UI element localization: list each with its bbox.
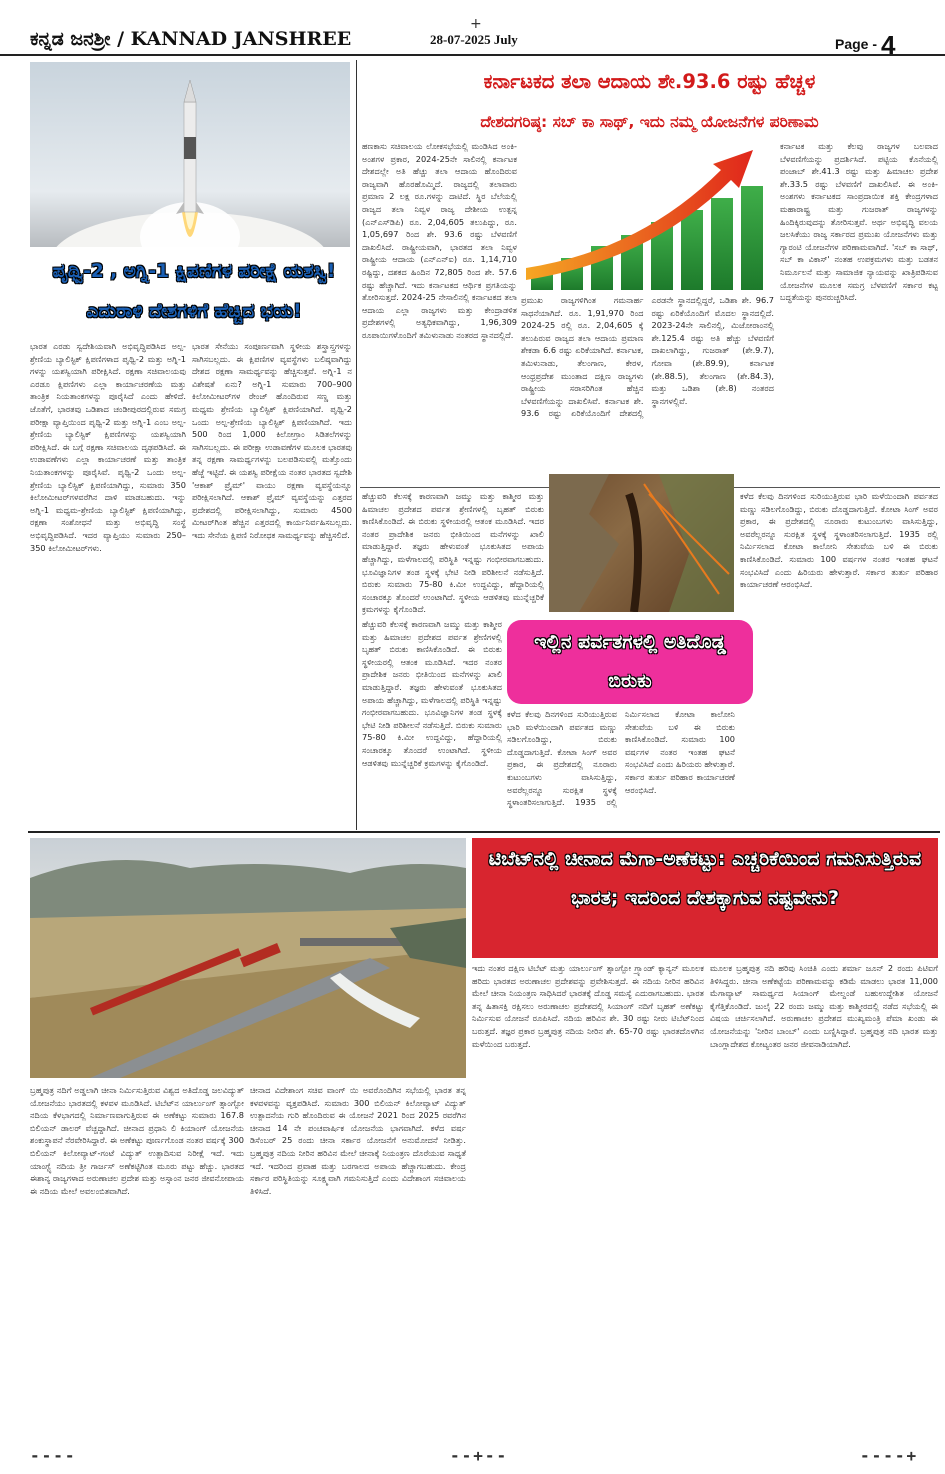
article4-column-1: ಬ್ರಹ್ಮಪುತ್ರ ನದಿಗೆ ಅಡ್ಡಲಾಗಿ ಚೀನಾ ನಿರ್ಮಿಸುತ್ತಿರುವ ವಿಶ್ವದ ಅತಿದೊಡ್ಡ ಜಲವಿದ್ಯುತ್ ಯೋಜನೆಯು ಭಾರತದಲ್ಲಿ ಕಳವಳ ಮೂಡಿಸಿದೆ. ಟಿಬೆಟ್‌ನ ಯಾರ್ಲುಂಗ್ ತ್ಸಾಂಗ್ಪೋ ನದಿಯ ಕೆಳಭಾಗದಲ್ಲಿ ನಿರ್ಮಾಣವಾಗುತ್ತಿರುವ ಈ ಅಣೆಕಟ್ಟು ಸುಮಾರು 167.8 ಬಿಲಿಯನ್ ಡಾಲರ್ ವೆಚ್ಚದ್ದಾಗಿದೆ. ಚೀನಾದ ಪ್ರಧಾನಿ ಲಿ ಕಿಯಾಂಗ್ ಯೋಜನೆಯ ಶಂಕುಸ್ಥಾಪನೆ ನೆರವೇರಿಸಿದ್ದಾರೆ. ಈ ಅಣೆಕಟ್ಟು ಪೂರ್ಣಗೊಂಡ ನಂತರ ವರ್ಷಕ್ಕೆ 300 ಬಿಲಿಯನ್ ಕಿಲೋವ್ಯಾಟ್-ಗಂಟೆ ವಿದ್ಯುತ್ ಉತ್ಪಾದಿಸುವ ನಿರೀಕ್ಷೆ ಇದೆ. ಇದು ಯಾಂಗ್ಟ್ಸೆ ನದಿಯ ತ್ರೀ ಗಾರ್ಜಸ್ ಅಣೆಕಟ್ಟಿಗಿಂತ ಮೂರು ಪಟ್ಟು ಹೆಚ್ಚು. ಭಾರತದ ಈಶಾನ್ಯ ರಾಜ್ಯಗಳಾದ ಅರುಣಾಚಲ ಪ್ರದೇಶ ಮತ್ತು ಅಸ್ಸಾಂನ ಜನರ ಜೀವನೋಪಾಯ ಈ ನದಿಯ ಮೇಲೆ ಅವಲಂಬಿತವಾಗಿದೆ. — [30, 1085, 244, 1196]
article3-column-1 — [362, 618, 502, 828]
footer-center-mark: --+-- — [450, 1446, 509, 1465]
growth-arrow-icon — [521, 140, 774, 290]
article2-column-1: ಹಣಕಾಸು ಸಚಿವಾಲಯ ಲೋಕಸಭೆಯಲ್ಲಿ ಮಂಡಿಸಿದ ಅಂಕಿ-ಅಂಶಗಳ ಪ್ರಕಾರ, 2024-25ನೇ ಸಾಲಿನಲ್ಲಿ ಕರ್ನಾಟಕ ದೇಶದಲ್ಲೇ ಅತಿ ಹೆಚ್ಚು ತಲಾ ಆದಾಯ ಹೊಂದಿರುವ ರಾಜ್ಯವಾಗಿ ಹೊರಹೊಮ್ಮಿದೆ. ರಾಜ್ಯದಲ್ಲಿ ತಲಾವಾರು ಪ್ರಮಾಣ 2 ಲಕ್ಷ ರೂ.ಗಳನ್ನು ದಾಟಿದೆ. ಸ್ಥಿರ ಬೆಲೆಯಲ್ಲಿ ರಾಜ್ಯದ ತಲಾ ನಿವ್ವಳ ರಾಜ್ಯ ದೇಶೀಯ ಉತ್ಪನ್ನ (ಎನ್‌ಎಸ್‌ಡಿಪಿ) ರೂ. 2,04,605 ತಲುಪಿದ್ದು, ರೂ. 1,05,697 ರಿಂದ ಶೇ. 93.6 ರಷ್ಟು ಬೆಳವಣಿಗೆ ದಾಖಲಿಸಿದೆ. ರಾಷ್ಟ್ರೀಯವಾಗಿ, ಭಾರತದ ತಲಾ ನಿವ್ವಳ ರಾಷ್ಟ್ರೀಯ ಆದಾಯ (ಎನ್‌ಎನ್‌ಐ) ರೂ. 1,14,710 ರಷ್ಟಿದ್ದು, ದಶಕದ ಹಿಂದಿನ 72,805 ರಿಂದ ಶೇ. 57.6 ರಷ್ಟು ಹೆಚ್ಚಾಗಿದೆ. ಇದು ಕರ್ನಾಟಕದ ಆರ್ಥಿಕ ಪ್ರಗತಿಯನ್ನು ತೋರಿಸುತ್ತದೆ. 2024-25 ನೇಸಾಲಿನಲ್ಲಿ ಕರ್ನಾಟಕದ ತಲಾ ಆದಾಯ ಎಲ್ಲಾ ರಾಜ್ಯಗಳು ಮತ್ತು ಕೇಂದ್ರಾಡಳಿತ ಪ್ರದೇಶಗಳಲ್ಲಿ ಅತ್ಯಧಿಕವಾಗಿದ್ದು, 1,96,309 ರೂಪಾಯಿಗಳೊಂದಿಗೆ ತಮಿಳುನಾಡು ನಂತರದ ಸ್ಥಾನದಲ್ಲಿದೆ. — [362, 141, 517, 340]
article4-column-4: ಮೂಲಕ ಬ್ರಹ್ಮಪುತ್ರ ನದಿ ಹರಿವು ಸಿಂಚಿತಿ ಎಂದು ಶರ್ಮಾ ಜೂನ್ 2 ರಂದು ಪಿಟಿಐಗೆ ತಿಳಿಸಿದ್ದರು. ಚೀನಾ ಅಣೆಕಟ್ಟೆಯ ಪರಿಣಾಮವನ್ನು ಕಡಿಮೆ ಮಾಡಲು ಭಾರತ 11,000 ಮೆಗಾವ್ಯಾಟ್ ಸಾಮರ್ಥ್ಯದ ಸಿಯಾಂಗ್ ಮೇಲ್ದಂಡೆ ಬಹುಉದ್ದೇಶಿತ ಯೋಜನೆ ಕೈಗೆತ್ತಿಕೊಂಡಿದೆ. ಜುಲೈ 22 ರಂದು ಜಮ್ಮು ಮತ್ತು ಕಾಶ್ಮೀರದಲ್ಲಿ ನಡೆದ ಸಭೆಯಲ್ಲಿ ಈ ವಿಷಯ ಚರ್ಚಿಸಲಾಗಿದೆ. ಅರುಣಾಚಲ ಪ್ರದೇಶದ ಮುಖ್ಯಮಂತ್ರಿ ಪೆಮಾ ಖಂಡು ಈ ಯೋಜನೆಯನ್ನು 'ನೀರಿನ ಬಾಂಬ್' ಎಂದು ಬಣ್ಣಿಸಿದ್ದಾರೆ. ಬ್ರಹ್ಮಪುತ್ರ ನದಿ ಭಾರತ ಮತ್ತು ಬಾಂಗ್ಲಾದೇಶದ ಕೋಟ್ಯಂತರ ಜನರ ಜೀವನಾಡಿಯಾಗಿದೆ. — [710, 963, 938, 1049]
article2-headline-primary: ಕರ್ನಾಟಕದ ತಲಾ ಆದಾಯ ಶೇ.93.6 ರಷ್ಟು ಹೆಚ್ಚಳ — [483, 70, 816, 93]
growth-chart-photo — [521, 140, 774, 290]
article2-headline-secondary: ದೇಶದಗರಿಷ್ಠ: ಸಬ್ ಕಾ ಸಾಥ್, ಇದು ನಮ್ಮ ಯೋಜನೆಗಳ ಪರಿಣಾಮ — [480, 113, 819, 131]
article2-column-3: ಕರ್ನಾಟಕ ಮತ್ತು ಕೆಲವು ರಾಜ್ಯಗಳ ಬಲವಾದ ಬೆಳವಣಿಗೆಯನ್ನು ಪ್ರದರ್ಶಿಸಿದೆ. ಪಟ್ಟಿಯ ಕೊನೆಯಲ್ಲಿ ಪಂಜಾಬ್ ಶೇ.41.3 ರಷ್ಟು ಮತ್ತು ಹಿಮಾಚಲ ಪ್ರದೇಶ ಶೇ.33.5 ರಷ್ಟು ಬೆಳವಣಿಗೆ ದಾಖಲಿಸಿವೆ. ಈ ಅಂಕಿ-ಅಂಶಗಳು ಕರ್ನಾಟಕದ ಸಾಂಪ್ರದಾಯಿಕ ಶಕ್ತಿ ಕೇಂದ್ರಗಳಾದ ಮಹಾರಾಷ್ಟ್ರ ಮತ್ತು ಗುಜರಾತ್ ರಾಜ್ಯಗಳನ್ನು ಹಿಂದಿಕ್ಕಿರುವುದನ್ನು ತೋರಿಸುತ್ತವೆ. ಅರ್ಥ ಅಭಿವೃದ್ಧಿ ವಲಯ ಜಲಸಿಕೆಯು ರಾಜ್ಯ ಸರ್ಕಾರದ ಪ್ರಮುಖ ಯೋಜನೆಗಳು ಮತ್ತು ಗ್ಯಾರಂಟಿ ಯೋಜನೆಗಳ ಪರಿಣಾಮವಾಗಿದೆ. 'ಸಬ್ ಕಾ ಸಾಥ್, ಸಬ್ ಕಾ ವಿಕಾಸ್' ನಂತಹ ಉಪಕ್ರಮಗಳು ಮತ್ತು ಬಡತನ ನಿರ್ಮೂಲನೆ ಮತ್ತು ಸಾಮಾಜಿಕ ನ್ಯಾಯವನ್ನು ಖಾತ್ರಿಪಡಿಸುವ ಯೋಜನೆಗಳ ಮೂಲಕ ಸಮಗ್ರ ಬೆಳವಣಿಗೆ ಸರ್ಕಾರ ಕಟ್ಟ ಬದ್ಧತೆಯನ್ನು ಪುನರುಚ್ಚರಿಸಿದೆ. — [780, 141, 938, 303]
issue-date: 28-07-2025 July — [430, 32, 518, 47]
page-number: 4 — [881, 30, 896, 60]
footer-right-mark: ----+ — [860, 1446, 919, 1465]
article3-headline: ಇಲ್ಲಿನ ಪರ್ವತಗಳಲ್ಲಿ ಅತಿದೊಡ್ಡ ಬಿರುಕು — [507, 620, 753, 704]
dam-photo — [30, 838, 466, 1078]
article3-column-1-text: ಹೆಚ್ಚುವರಿ ಕೆಲಸಕ್ಕೆ ಕಾರಣವಾಗಿ ಜಮ್ಮು ಮತ್ತು ಕಾಶ್ಮೀರ ಮತ್ತು ಹಿಮಾಚಲ ಪ್ರದೇಶದ ಪರ್ವತ ಶ್ರೇಣಿಗಳಲ್ಲಿ ಬೃಹತ್ ಬಿರುಕು ಕಾಣಿಸಿಕೊಂಡಿದೆ. ಈ ಬಿರುಕು ಸ್ಥಳೀಯರಲ್ಲಿ ಆತಂಕ ಮೂಡಿಸಿದೆ. ಇದರ ನಂತರ ಪ್ರಾದೇಶಿಕ ಜನರು ಭೀತಿಯಿಂದ ಮನೆಗಳನ್ನು ಖಾಲಿ ಮಾಡುತ್ತಿದ್ದಾರೆ. ತಜ್ಞರು ಹೇಳುವಂತೆ ಭೂಕುಸಿತದ ಅಪಾಯ ಹೆಚ್ಚಾಗಿದ್ದು, ಮಳೆಗಾಲದಲ್ಲಿ ಪರಿಸ್ಥಿತಿ ಇನ್ನಷ್ಟು ಗಂಭೀರವಾಗಬಹುದು. ಭೂವಿಜ್ಞಾನಿಗಳ ತಂಡ ಸ್ಥಳಕ್ಕೆ ಭೇಟಿ ನೀಡಿ ಪರಿಶೀಲನೆ ನಡೆಸುತ್ತಿದೆ. ಬಿರುಕು ಸುಮಾರು 75-80 ಕಿ.ಮೀ ಉದ್ದವಿದ್ದು, ಹೆದ್ದಾರಿಯಲ್ಲಿ ಸಂಚಾರಕ್ಕೂ ತೊಂದರೆ ಉಂಟಾಗಿದೆ. ಸ್ಥಳೀಯ ಆಡಳಿತವು ಮುನ್ನೆಚ್ಚರಿಕೆ ಕ್ರಮಗಳನ್ನು ಕೈಗೊಂಡಿದೆ. — [362, 619, 502, 768]
article3-column-3: ಕಳೆದ ಕೆಲವು ದಿನಗಳಿಂದ ಸುರಿಯುತ್ತಿರುವ ಭಾರಿ ಮಳೆಯಿಂದಾಗಿ ಪರ್ವತದ ಮಣ್ಣು ಸಡಿಲಗೊಂಡಿದ್ದು, ಬಿರುಕು ದೊಡ್ಡದಾಗುತ್ತಿದೆ. ಕೋಟಾ ಸಿಂಗ್ ಅವರ ಪ್ರಕಾರ, ಈ ಪ್ರದೇಶದಲ್ಲಿ ನೂರಾರು ಕುಟುಂಬಗಳು ವಾಸಿಸುತ್ತಿದ್ದು, ಅವರೆಲ್ಲರನ್ನೂ ಸುರಕ್ಷಿತ ಸ್ಥಳಕ್ಕೆ ಸ್ಥಳಾಂತರಿಸಲಾಗುತ್ತಿದೆ. 1935 ರಲ್ಲಿ ನಿರ್ಮಿಸಲಾದ ಕೋಟಾ ಕಾಲೋನಿ ಸೇತುವೆಯ ಬಳಿ ಈ ಬಿರುಕು ಕಾಣಿಸಿಕೊಂಡಿದೆ. ಸುಮಾರು 100 ವರ್ಷಗಳ ನಂತರ ಇಂತಹ ಘಟನೆ ಸಂಭವಿಸಿದೆ ಎಂದು ಹಿರಿಯರು ಹೇಳುತ್ತಾರೆ. ಸರ್ಕಾರ ತುರ್ತು ಪರಿಹಾರ ಕಾರ್ಯಾಚರಣೆ ಆರಂಭಿಸಿದೆ. — [740, 491, 938, 590]
article3-intro: ಹೆಚ್ಚುವರಿ ಕೆಲಸಕ್ಕೆ ಕಾರಣವಾಗಿ ಜಮ್ಮು ಮತ್ತು ಕಾಶ್ಮೀರ ಮತ್ತು ಹಿಮಾಚಲ ಪ್ರದೇಶದ ಪರ್ವತ ಶ್ರೇಣಿಗಳಲ್ಲಿ ಬೃಹತ್ ಬಿರುಕು ಕಾಣಿಸಿಕೊಂಡಿದೆ. ಈ ಬಿರುಕು ಸ್ಥಳೀಯರಲ್ಲಿ ಆತಂಕ ಮೂಡಿಸಿದೆ. ಇದರ ನಂತರ ಪ್ರಾದೇಶಿಕ ಜನರು ಭೀತಿಯಿಂದ ಮನೆಗಳನ್ನು ಖಾಲಿ ಮಾಡುತ್ತಿದ್ದಾರೆ. ತಜ್ಞರು ಹೇಳುವಂತೆ ಭೂಕುಸಿತದ ಅಪಾಯ ಹೆಚ್ಚಾಗಿದ್ದು, ಮಳೆಗಾಲದಲ್ಲಿ ಪರಿಸ್ಥಿತಿ ಇನ್ನಷ್ಟು ಗಂಭೀರವಾಗಬಹುದು. ಭೂವಿಜ್ಞಾನಿಗಳ ತಂಡ ಸ್ಥಳಕ್ಕೆ ಭೇಟಿ ನೀಡಿ ಪರಿಶೀಲನೆ ನಡೆಸುತ್ತಿದೆ. ಬಿರುಕು ಸುಮಾರು 75-80 ಕಿ.ಮೀ ಉದ್ದವಿದ್ದು, ಹೆದ್ದಾರಿಯಲ್ಲಿ ಸಂಚಾರಕ್ಕೂ ತೊಂದರೆ ಉಂಟಾಗಿದೆ. ಸ್ಥಳೀಯ ಆಡಳಿತವು ಮುನ್ನೆಚ್ಚರಿಕೆ ಕ್ರಮಗಳನ್ನು ಕೈಗೊಂಡಿದೆ. — [362, 491, 544, 615]
registration-mark-icon: + — [470, 16, 482, 32]
article2-column-2: ಪ್ರಮುಖ ರಾಜ್ಯಗಳಿಗಿಂತ ಗಮನಾರ್ಹ ಸಾಧನೆಯಾಗಿದೆ. ರೂ. 1,91,970 ರಿಂದ 2024-25 ರಲ್ಲಿ ರೂ. 2,04,605 ಕ್ಕೆ ತಲುಪಿರುವ ರಾಜ್ಯದ ತಲಾ ಆದಾಯ ಪ್ರಮಾಣ ಶೇಕಡಾ 6.6 ರಷ್ಟು ಏರಿಕೆಯಾಗಿದೆ. ಕರ್ನಾಟಕ, ತಮಿಳುನಾಡು, ತೆಲಂಗಾಣ, ಕೇರಳ, ಆಂಧ್ರಪ್ರದೇಶ ಮುಂತಾದ ದಕ್ಷಿಣ ರಾಜ್ಯಗಳು ರಾಷ್ಟ್ರೀಯ ಸರಾಸರಿಗಿಂತ ಹೆಚ್ಚಿನ ಬೆಳವಣಿಗೆಯನ್ನು ದಾಖಲಿಸಿವೆ. ಕರ್ನಾಟಕ ಶೇ. 93.6 ರಷ್ಟು ಏರಿಕೆಯೊಂದಿಗೆ ದೇಶದಲ್ಲಿ ಎರಡನೇ ಸ್ಥಾನದಲ್ಲಿದ್ದರೆ, ಒಡಿಶಾ ಶೇ. 96.7 ರಷ್ಟು ಏರಿಕೆಯೊಂದಿಗೆ ಮೊದಲ ಸ್ಥಾನದಲ್ಲಿದೆ. 2023-24ನೇ ಸಾಲಿನಲ್ಲಿ, ಮಿಜೋರಾಂನಲ್ಲಿ ಶೇ.125.4 ರಷ್ಟು ಅತಿ ಹೆಚ್ಚು ಬೆಳವಣಿಗೆ ದಾಖಲಾಗಿದ್ದು, ಗುಜರಾತ್ (ಶೇ.9.7), ಗೋವಾ (ಶೇ.89.9), ಕರ್ನಾಟಕ (ಶೇ.88.5), ತೆಲಂಗಾಣ (ಶೇ.84.3), ಮತ್ತು ಒಡಿಶಾ (ಶೇ.8) ನಂತರದ ಸ್ಥಾನಗಳಲ್ಲಿವೆ. — [521, 295, 774, 419]
footer-left-mark: ---- — [30, 1446, 77, 1465]
page-indicator — [835, 30, 895, 61]
missile-launch-photo — [30, 62, 350, 247]
article1-column-2: ಭಾರತ ಸೇನೆಯು ಸಂಪೂರ್ಣವಾಗಿ ಸ್ಥಳೀಯ ಶಸ್ತ್ರಾಸ್ತ್ರಗಳನ್ನು ಸಾಗಿಸಬಲ್ಲದು. ಈ ಕ್ಷಿಪಣಿಗಳ ವ್ಯವಸ್ಥೆಗಳು ಬಲಿಷ್ಠವಾಗಿದ್ದು ದೇಶದ ರಕ್ಷಣಾ ಸಾಮರ್ಥ್ಯವನ್ನು ಹೆಚ್ಚಿಸುತ್ತವೆ. ಅಗ್ನಿ-1 ನ ವಿಶೇಷತೆ ಏನು? ಅಗ್ನಿ-1 ಸುಮಾರು 700–900 ಕಿಲೋಮೀಟರ್‌ಗಳ ರೇಂಜ್ ಹೊಂದಿರುವ ಸಣ್ಣ ಮತ್ತು ಮಧ್ಯಮ ಶ್ರೇಣಿಯ ಬ್ಯಾಲಿಸ್ಟಿಕ್ ಕ್ಷಿಪಣಿಯಾಗಿದೆ. ಪೃಥ್ವಿ-2 ಒಂದು ಅಲ್ಪ-ಶ್ರೇಣಿಯ ಬ್ಯಾಲಿಸ್ಟಿಕ್ ಕ್ಷಿಪಣಿಯಾಗಿದೆ. ಇದು 500 ರಿಂದ 1,000 ಕಿಲೋಗ್ರಾಂ ಸಿಡಿತಲೆಗಳನ್ನು ಸಾಗಿಸಬಲ್ಲದು. ಈ ಪರೀಕ್ಷಾ ಉಡಾವಣೆಗಳ ಮೂಲಕ ಭಾರತವು ತನ್ನ ರಕ್ಷಣಾ ಸಾಮರ್ಥ್ಯಗಳನ್ನು ಬಲಪಡಿಸುವಲ್ಲಿ ಮತ್ತೊಂದು ಹೆಜ್ಜೆ ಇಟ್ಟಿದೆ. ಈ ಯಶಸ್ವಿ ಪರೀಕ್ಷೆಯ ನಂತರ ಭಾರತದ ಸ್ವದೇಶಿ 'ಆಕಾಶ್ ಪ್ರೈಮ್' ವಾಯು ರಕ್ಷಣಾ ವ್ಯವಸ್ಥೆಯನ್ನೂ ಪರೀಕ್ಷಿಸಲಾಗಿದೆ. ಆಕಾಶ್ ಪ್ರೈಮ್ ವ್ಯವಸ್ಥೆಯನ್ನು ಎತ್ತರದ ಪ್ರದೇಶದಲ್ಲಿ ಪರೀಕ್ಷಿಸಲಾಗಿದ್ದು, ಸುಮಾರು 4500 ಮೀಟರ್‌ಗಿಂತ ಹೆಚ್ಚಿನ ಎತ್ತರದಲ್ಲಿ ಕಾರ್ಯನಿರ್ವಹಿಸಬಲ್ಲದು. ಇದು ಸೇನೆಯ ಕ್ಷಿಪಣಿ ನಿರೋಧಕ ಸಾಮರ್ಥ್ಯವನ್ನು ಹೆಚ್ಚಿಸಲಿದೆ. — [192, 341, 352, 540]
article4-column-3: ಇದು ನಂತರ ದಕ್ಷಿಣ ಟಿಬೆಟ್ ಮತ್ತು ಯಾರ್ಲುಂಗ್ ತ್ಸಾಂಗ್ಪೋ ಗ್ರ್ಯಾಂಡ್ ಕ್ಯಾನ್ಯನ್ ಮೂಲಕ ಹರಿದು ಭಾರತದ ಅರುಣಾಚಲ ಪ್ರದೇಶವನ್ನು ಪ್ರವೇಶಿಸುತ್ತದೆ. ಈ ನದಿಯ ನೀರಿನ ಹರಿವಿನ ಮೇಲೆ ಚೀನಾ ನಿಯಂತ್ರಣ ಸಾಧಿಸಿದರೆ ಭಾರತಕ್ಕೆ ದೊಡ್ಡ ಸಮಸ್ಯೆ ಎದುರಾಗಬಹುದು. ಭಾರತ ತನ್ನ ಹಿತಾಸಕ್ತಿ ರಕ್ಷಿಸಲು ಅರುಣಾಚಲ ಪ್ರದೇಶದಲ್ಲಿ ಸಿಯಾಂಗ್ ನದಿಗೆ ಬೃಹತ್ ಅಣೆಕಟ್ಟು ನಿರ್ಮಿಸುವ ಯೋಜನೆ ರೂಪಿಸಿದೆ. ನದಿಯ ಹರಿವಿನ ಶೇ. 30 ರಷ್ಟು ನೀರು ಟಿಬೆಟ್‌ನಿಂದ ಬರುತ್ತದೆ. ತಜ್ಞರ ಪ್ರಕಾರ ಬ್ರಹ್ಮಪುತ್ರ ನದಿಯ ನೀರಿನ ಶೇ. 65-70 ರಷ್ಟು ಭಾರತದೊಳಗಿನ ಮಳೆಯಿಂದ ಬರುತ್ತದೆ. — [472, 963, 704, 1049]
page-label: Page - — [835, 36, 878, 53]
column-divider — [356, 60, 357, 830]
article1-column-1: ಭಾರತ ಎರಡು ಸ್ವದೇಶಿಯವಾಗಿ ಅಭಿವೃದ್ಧಿಪಡಿಸಿದ ಅಲ್ಪ-ಶ್ರೇಣಿಯ ಬ್ಯಾಲಿಸ್ಟಿಕ್ ಕ್ಷಿಪಣಿಗಳಾದ ಪೃಥ್ವಿ-2 ಮತ್ತು ಅಗ್ನಿ-1 ಗಳನ್ನು ಯಶಸ್ವಿಯಾಗಿ ಪರೀಕ್ಷಿಸಿದೆ. ರಕ್ಷಣಾ ಸಚಿವಾಲಯವು ಎರಡೂ ಕ್ಷಿಪಣಿಗಳು ಎಲ್ಲಾ ಕಾರ್ಯಾಚರಣೆಯ ಮತ್ತು ತಾಂತ್ರಿಕ ನಿಯತಾಂಕಗಳನ್ನು ಪೂರೈಸಿದೆ ಎಂದು ಹೇಳಿದೆ. ಜೊತೆಗೆ, ಭಾರತವು ಒಡಿಶಾದ ಚಂಡೀಪುರದಲ್ಲಿರುವ ಸಮಗ್ರ ಪರೀಕ್ಷಾ ವ್ಯಾಪ್ತಿಯಿಂದ ಪೃಥ್ವಿ-2 ಮತ್ತು ಅಗ್ನಿ-1 ಎಂಬ ಅಲ್ಪ-ಶ್ರೇಣಿಯ ಬ್ಯಾಲಿಸ್ಟಿಕ್ ಕ್ಷಿಪಣಿಗಳನ್ನು ಯಶಸ್ವಿಯಾಗಿ ಪರೀಕ್ಷಿಸಿದೆ. ಈ ಬಗ್ಗೆ ರಕ್ಷಣಾ ಸಚಿವಾಲಯ ದೃಢಪಡಿಸಿದೆ. ಈ ಉಡಾವಣೆಗಳು ಎಲ್ಲಾ ಕಾರ್ಯಾಚರಣೆ ಮತ್ತು ತಾಂತ್ರಿಕ ನಿಯತಾಂಕಗಳನ್ನು ಪೂರೈಸಿವೆ. ಪೃಥ್ವಿ-2 ಒಂದು ಅಲ್ಪ-ಶ್ರೇಣಿಯ ಬ್ಯಾಲಿಸ್ಟಿಕ್ ಕ್ಷಿಪಣಿಯಾಗಿದ್ದು, ಸುಮಾರು 350 ಕಿಲೋಮೀಟರ್‌ಗಳವರೆಗಿನ ದಾಳಿ ಮಾಡಬಹುದು. ಇನ್ನು ಅಗ್ನಿ-1 ಮಧ್ಯಮ-ಶ್ರೇಣಿಯ ಬ್ಯಾಲಿಸ್ಟಿಕ್ ಕ್ಷಿಪಣಿಯಾಗಿದ್ದು, ರಕ್ಷಣಾ ಸಂಶೋಧನೆ ಮತ್ತು ಅಭಿವೃದ್ಧಿ ಸಂಸ್ಥೆ ಅಭಿವೃದ್ಧಿಪಡಿಸಿದೆ. ಇದರ ವ್ಯಾಪ್ತಿಯು ಸುಮಾರು 250–350 ಕಿಲೋಮೀಟರ್‌ಗಳು. — [30, 341, 186, 553]
article1-headline: ಪೃಥ್ವಿ-2 , ಅಗ್ನಿ-1 ಕ್ಷಿಪಣಿಗಳ ಪರೀಕ್ಷೆ ಯಶಸ್ವಿ! ಎದುರಾಳಿ ದೇಶಗಳಿಗೆ ಹೆಚ್ಚಿದ ಭಯ! — [52, 261, 336, 322]
mountain-crack-photo — [549, 474, 734, 612]
section-divider-main — [28, 831, 940, 833]
mountain-crack-icon — [549, 474, 734, 612]
dam-icon — [30, 838, 466, 1078]
newspaper-title: ಕನ್ನಡ ಜನಶ್ರೀ / KANNAD JANSHREE — [30, 28, 352, 50]
article3-column-2: ಕಳೆದ ಕೆಲವು ದಿನಗಳಿಂದ ಸುರಿಯುತ್ತಿರುವ ಭಾರಿ ಮಳೆಯಿಂದಾಗಿ ಪರ್ವತದ ಮಣ್ಣು ಸಡಿಲಗೊಂಡಿದ್ದು, ಬಿರುಕು ದೊಡ್ಡದಾಗುತ್ತಿದೆ. ಕೋಟಾ ಸಿಂಗ್ ಅವರ ಪ್ರಕಾರ, ಈ ಪ್ರದೇಶದಲ್ಲಿ ನೂರಾರು ಕುಟುಂಬಗಳು ವಾಸಿಸುತ್ತಿದ್ದು, ಅವರೆಲ್ಲರನ್ನೂ ಸುರಕ್ಷಿತ ಸ್ಥಳಕ್ಕೆ ಸ್ಥಳಾಂತರಿಸಲಾಗುತ್ತಿದೆ. 1935 ರಲ್ಲಿ ನಿರ್ಮಿಸಲಾದ ಕೋಟಾ ಕಾಲೋನಿ ಸೇತುವೆಯ ಬಳಿ ಈ ಬಿರುಕು ಕಾಣಿಸಿಕೊಂಡಿದೆ. ಸುಮಾರು 100 ವರ್ಷಗಳ ನಂತರ ಇಂತಹ ಘಟನೆ ಸಂಭವಿಸಿದೆ ಎಂದು ಹಿರಿಯರು ಹೇಳುತ್ತಾರೆ. ಸರ್ಕಾರ ತುರ್ತು ಪರಿಹಾರ ಕಾರ್ಯಾಚರಣೆ ಆರಂಭಿಸಿದೆ. — [507, 709, 735, 808]
missile-icon — [30, 62, 350, 247]
article4-headline: ಟಿಬೆಟ್‌ನಲ್ಲಿ ಚೀನಾದ ಮೆಗಾ-ಅಣೆಕಟ್ಟು: ಎಚ್ಚರಿಕೆಯಿಂದ ಗಮನಿಸುತ್ತಿರುವ ಭಾರತ; ಇದರಿಂದ ದೇಶಕ್ಕಾಗುವ ನಷ್ಟವೇನು? — [472, 838, 938, 958]
masthead — [0, 0, 945, 60]
article4-column-2: ಚೀನಾದ ವಿದೇಶಾಂಗ ಸಚಿವ ವಾಂಗ್ ಯಿ ಅವರೊಂದಿಗಿನ ಸಭೆಯಲ್ಲಿ ಭಾರತ ತನ್ನ ಕಳವಳವನ್ನು ವ್ಯಕ್ತಪಡಿಸಿದೆ. ಸುಮಾರು 300 ಬಿಲಿಯನ್ ಕಿಲೋವ್ಯಾಟ್ ವಿದ್ಯುತ್ ಉತ್ಪಾದನೆಯ ಗುರಿ ಹೊಂದಿರುವ ಈ ಯೋಜನೆ 2021 ರಿಂದ 2025 ರವರೆಗಿನ ಚೀನಾದ 14 ನೇ ಪಂಚವಾರ್ಷಿಕ ಯೋಜನೆಯ ಭಾಗವಾಗಿದೆ. ಕಳೆದ ವರ್ಷ ಡಿಸೆಂಬರ್ 25 ರಂದು ಚೀನಾ ಸರ್ಕಾರ ಯೋಜನೆಗೆ ಅನುಮೋದನೆ ನೀಡಿತ್ತು. ಬ್ರಹ್ಮಪುತ್ರ ನದಿಯ ನೀರಿನ ಹರಿವಿನ ಮೇಲೆ ಚೀನಾಕ್ಕೆ ನಿಯಂತ್ರಣ ದೊರೆಯುವ ಸಾಧ್ಯತೆ ಇದೆ. ಇದರಿಂದ ಪ್ರವಾಹ ಮತ್ತು ಬರಗಾಲದ ಅಪಾಯ ಹೆಚ್ಚಾಗಬಹುದು. ಕೇಂದ್ರ ಸರ್ಕಾರ ಪರಿಸ್ಥಿತಿಯನ್ನು ಸೂಕ್ಷ್ಮವಾಗಿ ಗಮನಿಸುತ್ತಿದೆ ಎಂದು ವಿದೇಶಾಂಗ ಸಚಿವಾಲಯ ತಿಳಿಸಿದೆ. — [250, 1085, 466, 1196]
